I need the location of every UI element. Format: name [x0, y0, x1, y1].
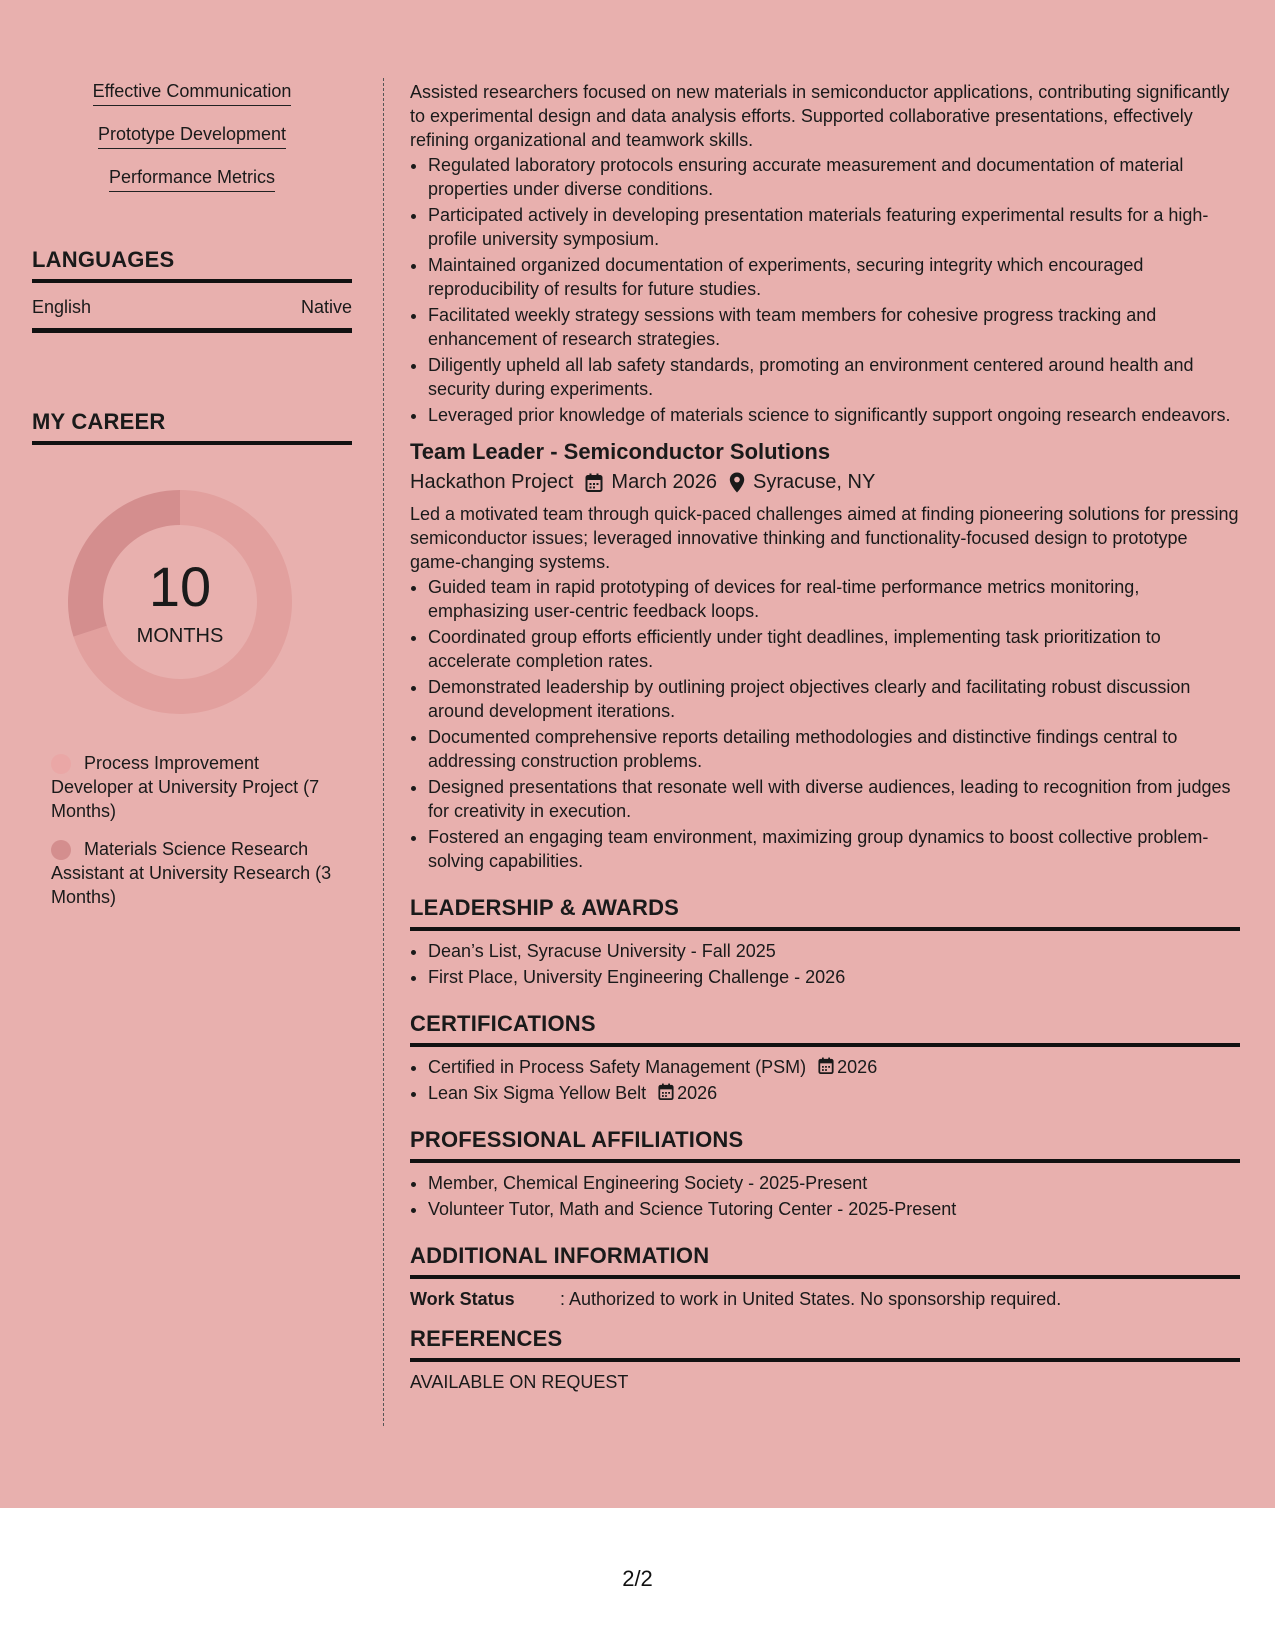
left-column	[32, 80, 352, 923]
additional-title: ADDITIONAL INFORMATION	[410, 1243, 1240, 1279]
cert-name: Certified in Process Safety Management (PSM)	[428, 1057, 807, 1077]
list-item: • Coordinated group efforts efficiently under tight deadlines, implementing task prioritization to accelerate completion rates.	[428, 625, 1240, 673]
legend-dot	[51, 840, 71, 860]
calendar-icon	[585, 473, 603, 493]
skill-item: Prototype Development	[98, 123, 286, 149]
language-name: English	[32, 297, 92, 317]
job-meta	[410, 471, 1240, 494]
job-date: March 2026	[611, 471, 718, 493]
legend-text: Materials Science Research Assistant at University Research (3 Months)	[51, 839, 332, 907]
career-total-unit: MONTHS	[136, 625, 224, 647]
job-title: Team Leader - Semiconductor Solutions	[410, 439, 831, 464]
list-item: • Designed presentations that resonate well with diverse audiences, leading to recognition from judges for creativity in execution.	[428, 775, 1240, 823]
list-item: • Diligently upheld all lab safety standards, promoting an environment centered around health and security during experiments.	[428, 353, 1240, 401]
job-bullets	[410, 575, 1240, 873]
skills-list	[32, 80, 352, 209]
career-title: MY CAREER	[32, 409, 352, 445]
list-item: • Volunteer Tutor, Math and Science Tutoring Center - 2025-Present	[428, 1197, 1240, 1221]
list-item: • Maintained organized documentation of experiments, securing integrity which encouraged reproducibility of results for future studies.	[428, 253, 1240, 301]
certifications-list	[410, 1055, 1240, 1105]
list-item: • Fostered an engaging team environment, maximizing group dynamics to boost collective problem-solving capabilities.	[428, 825, 1240, 873]
work-status-value: : Authorized to work in United States. No sponsorship required.	[560, 1289, 1062, 1309]
awards-title: LEADERSHIP & AWARDS	[410, 895, 1240, 931]
calendar-icon	[818, 1057, 834, 1075]
work-status-row	[410, 1289, 1240, 1310]
languages-title: LANGUAGES	[32, 247, 352, 283]
job-summary: Assisted researchers focused on new materials in semiconductor applications, contributing significantly to experimental design and data analysis efforts. Supported collaborative presentations, effectively refining organizational and teamwork skills.	[410, 82, 1230, 150]
work-status-label: Work Status	[410, 1289, 515, 1309]
list-item: • Documented comprehensive reports detailing methodologies and distinctive findings central to addressing construction problems.	[428, 725, 1240, 773]
list-item: • Regulated laboratory protocols ensuring accurate measurement and documentation of material properties under diverse conditions.	[428, 153, 1240, 201]
legend-item	[51, 751, 341, 823]
legend-item	[51, 837, 341, 909]
legend-text: Process Improvement Developer at University Project (7 Months)	[51, 753, 320, 821]
references-text: AVAILABLE ON REQUEST	[410, 1372, 629, 1392]
language-row	[32, 283, 352, 333]
cert-name: Lean Six Sigma Yellow Belt	[428, 1083, 647, 1103]
list-item: • Member, Chemical Engineering Society - 2025-Present	[428, 1171, 1240, 1195]
list-item: • Leveraged prior knowledge of materials science to significantly support ongoing research endeavors.	[428, 403, 1240, 427]
cert-year: 2026	[677, 1083, 718, 1103]
list-item: • Guided team in rapid prototyping of devices for real-time performance metrics monitoring, emphasizing user-centric feedback loops.	[428, 575, 1240, 623]
column-divider	[383, 78, 384, 1426]
location-pin-icon	[729, 472, 745, 493]
job-summary: Led a motivated team through quick-paced challenges aimed at finding pioneering solutions for pressing semiconductor issues; leveraged innovative thinking and functionality-focused design to prototype game-changing systems.	[410, 504, 1239, 572]
calendar-icon	[658, 1083, 674, 1101]
job-bullets	[410, 153, 1240, 427]
page-number: 2/2	[622, 1566, 653, 1591]
career-total-value: 10	[148, 555, 212, 618]
skill-item: Effective Communication	[93, 80, 292, 106]
list-item: • Dean’s List, Syracuse University - Fall 2025	[428, 939, 1240, 963]
additional-section	[410, 1243, 1240, 1310]
list-item: • Facilitated weekly strategy sessions with team members for cohesive progress tracking and enhancement of research strategies.	[428, 303, 1240, 351]
list-item: • First Place, University Engineering Challenge - 2026	[428, 965, 1240, 989]
languages-section	[32, 247, 352, 333]
right-column	[410, 80, 1240, 1393]
list-item	[428, 1081, 1240, 1105]
cert-year: 2026	[837, 1057, 878, 1077]
awards-list	[410, 939, 1240, 989]
affiliations-section	[410, 1127, 1240, 1221]
job-location: Syracuse, NY	[753, 471, 876, 493]
legend-dot	[51, 754, 71, 774]
career-donut-chart	[67, 489, 293, 715]
references-title: REFERENCES	[410, 1326, 1240, 1362]
job-org: Hackathon Project	[410, 471, 574, 493]
affiliations-title: PROFESSIONAL AFFILIATIONS	[410, 1127, 1240, 1163]
awards-section	[410, 895, 1240, 989]
skill-item: Performance Metrics	[109, 166, 275, 192]
list-item: • Demonstrated leadership by outlining project objectives clearly and facilitating robust discussion around development iterations.	[428, 675, 1240, 723]
career-legend	[51, 751, 341, 909]
references-section	[410, 1326, 1240, 1393]
list-item: • Participated actively in developing presentation materials featuring experimental results for a high-profile university symposium.	[428, 203, 1240, 251]
language-level: Native	[300, 297, 352, 317]
list-item	[428, 1055, 1240, 1079]
certifications-section	[410, 1011, 1240, 1105]
affiliations-list	[410, 1171, 1240, 1221]
career-section	[32, 409, 352, 909]
certifications-title: CERTIFICATIONS	[410, 1011, 1240, 1047]
